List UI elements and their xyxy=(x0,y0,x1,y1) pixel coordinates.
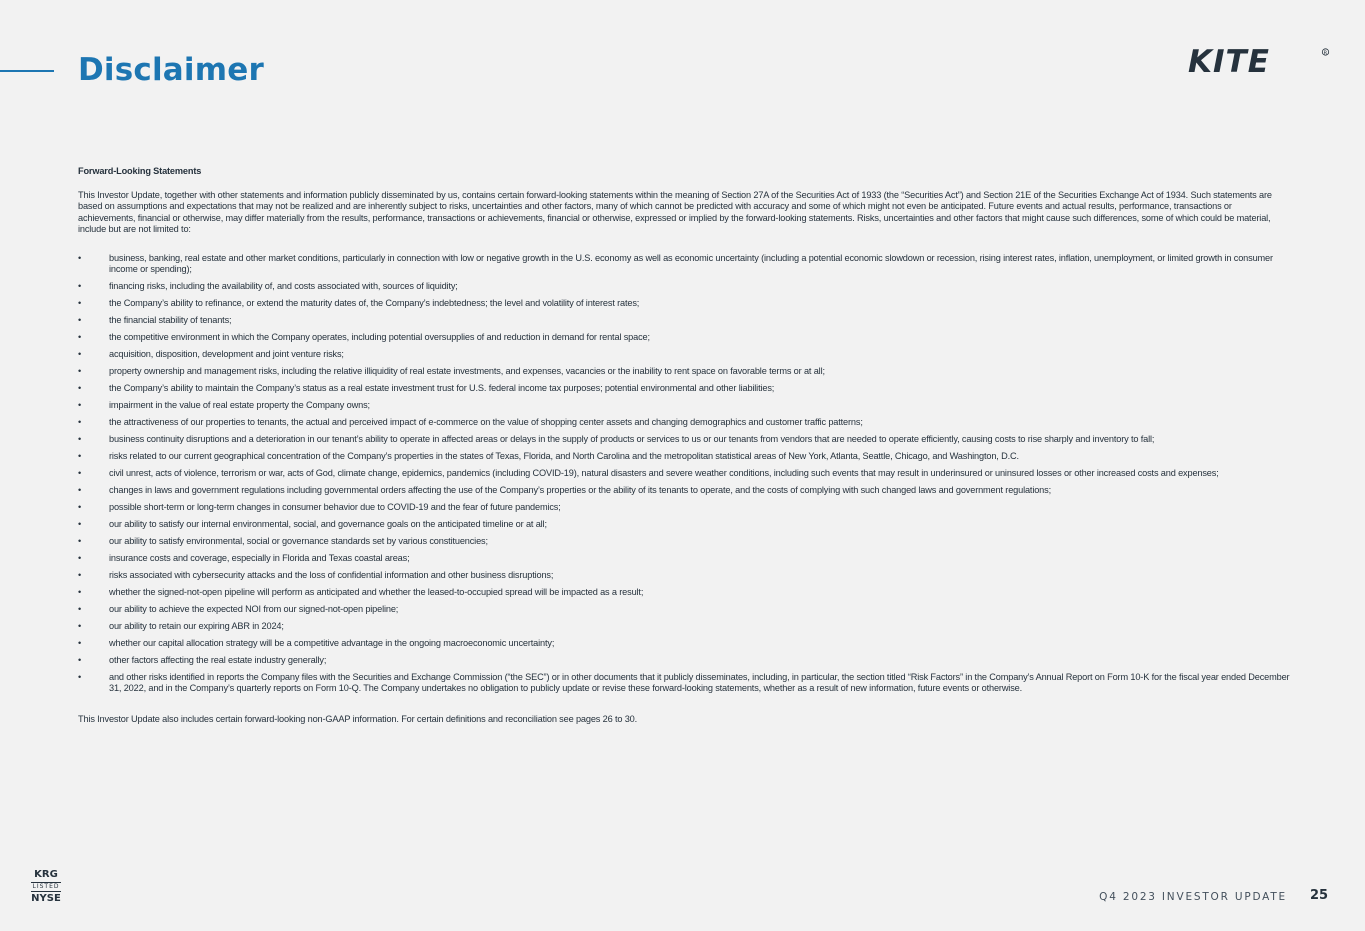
list-item-text: whether our capital allocation strategy will be a competitive advantage in the ongoing macroeconomic uncertainty; xyxy=(109,638,555,649)
bullet-icon: • xyxy=(78,383,82,394)
bullet-icon: • xyxy=(78,502,82,513)
bullet-icon: • xyxy=(78,315,82,326)
bullet-icon: • xyxy=(78,281,82,292)
list-item-text: our ability to satisfy environmental, social or governance standards set by various constituencies; xyxy=(109,536,488,547)
svg-text:KITE: KITE xyxy=(1188,44,1270,76)
list-item xyxy=(78,638,1290,649)
list-item-text: other factors affecting the real estate industry generally; xyxy=(109,655,327,666)
list-item xyxy=(78,621,1290,632)
list-item-text: the Company’s ability to maintain the Company’s status as a real estate investment trust for U.S. federal income tax purposes; potential environmental and other liabilities; xyxy=(109,383,775,394)
bullet-icon: • xyxy=(78,672,82,683)
list-item-text: the Company’s ability to refinance, or extend the maturity dates of, the Company’s indebtedness; the level and volatility of interest rates; xyxy=(109,298,640,309)
list-item-text: and other risks identified in reports the Company files with the Securities and Exchange Commission (“the SEC”) or in other documents that it publicly disseminates, including, in particular, the section titled “Risk Factors” in the Company’s Annual Report on Form 10-K for the fiscal year ended December 31, 2022, and in the Company’s quarterly reports on Form 10-Q. The Company undertakes no obligation to publicly update or revise these forward-looking statements, whether as a result of new information, future events or otherwise. xyxy=(109,672,1290,694)
list-item xyxy=(78,553,1290,564)
list-item-text: our ability to satisfy our internal environmental, social, and governance goals on the anticipated timeline or at all; xyxy=(109,519,547,530)
bullet-icon: • xyxy=(78,417,82,428)
bullet-icon: • xyxy=(78,298,82,309)
list-item xyxy=(78,502,1290,513)
bullet-icon: • xyxy=(78,621,82,632)
list-item-text: the attractiveness of our properties to tenants, the actual and perceived impact of e-commerce on the value of shopping center assets and changing demographics and customer traffic patterns; xyxy=(109,417,863,428)
list-item xyxy=(78,604,1290,615)
bullet-icon: • xyxy=(78,366,82,377)
title-accent-line xyxy=(0,70,54,72)
list-item xyxy=(78,383,1290,394)
list-item xyxy=(78,672,1290,694)
list-item-text: our ability to achieve the expected NOI from our signed-not-open pipeline; xyxy=(109,604,399,615)
list-item-text: changes in laws and government regulations including governmental orders affecting the use of the Company’s properties or the ability of its tenants to operate, and the costs of complying with such changed laws and government regulations; xyxy=(109,485,1051,496)
bullet-icon: • xyxy=(78,468,82,479)
list-item-text: civil unrest, acts of violence, terrorism or war, acts of God, climate change, epidemics, pandemics (including COVID-19), natural disasters and severe weather conditions, including such events that may result in underinsured or uninsured losses or other increased costs and expenses; xyxy=(109,468,1219,479)
page-number: 25 xyxy=(1310,888,1329,903)
list-item-text: property ownership and management risks, including the relative illiquidity of real estate investments, and expenses, vacancies or the inability to rent space on favorable terms or at all; xyxy=(109,366,825,377)
list-item xyxy=(78,253,1290,275)
list-item-text: our ability to retain our expiring ABR in 2024; xyxy=(109,621,284,632)
list-item-text: acquisition, disposition, development and joint venture risks; xyxy=(109,349,344,360)
bullet-icon: • xyxy=(78,570,82,581)
list-item-text: whether the signed-not-open pipeline will perform as anticipated and whether the leased-to-occupied spread will be impacted as a result; xyxy=(109,587,644,598)
exchange-name: NYSE xyxy=(31,893,61,904)
disclaimer-body xyxy=(78,166,1290,725)
kite-logo xyxy=(1186,44,1332,76)
list-item xyxy=(78,485,1290,496)
list-item-text: business, banking, real estate and other market conditions, particularly in connection with low or negative growth in the U.S. economy as well as economic uncertainty (including a potential economic slowdown or recession, rising interest rates, inflation, unemployment, or limited growth in consumer income or spending); xyxy=(109,253,1273,275)
nyse-listing-badge xyxy=(30,869,62,905)
list-item xyxy=(78,298,1290,309)
list-item-text: possible short-term or long-term changes in consumer behavior due to COVID-19 and the fear of future pandemics; xyxy=(109,502,561,513)
list-item xyxy=(78,468,1290,479)
list-item xyxy=(78,434,1290,445)
list-item-text: the competitive environment in which the Company operates, including potential oversupplies of and reduction in demand for rental space; xyxy=(109,332,650,343)
list-item-text: risks associated with cybersecurity attacks and the loss of confidential information and other business disruptions; xyxy=(109,570,554,581)
bullet-icon: • xyxy=(78,519,82,530)
list-item xyxy=(78,451,1290,462)
bullet-icon: • xyxy=(78,434,82,445)
list-item xyxy=(78,366,1290,377)
listed-label: LISTED xyxy=(32,883,60,890)
bullet-icon: • xyxy=(78,553,82,564)
ticker-symbol: KRG xyxy=(34,869,58,880)
list-item-text: insurance costs and coverage, especially in Florida and Texas coastal areas; xyxy=(109,553,410,564)
svg-text:R: R xyxy=(1323,50,1328,57)
bullet-icon: • xyxy=(78,349,82,360)
list-item xyxy=(78,349,1290,360)
bullet-icon: • xyxy=(78,253,82,264)
bullet-icon: • xyxy=(78,536,82,547)
page-title: Disclaimer xyxy=(78,52,264,88)
list-item xyxy=(78,655,1290,666)
list-item xyxy=(78,519,1290,530)
footer-label: Q4 2023 INVESTOR UPDATE xyxy=(1099,891,1287,903)
section-heading: Forward-Looking Statements xyxy=(78,166,202,176)
bullet-icon: • xyxy=(78,655,82,666)
list-item-text: risks related to our current geographical concentration of the Company’s properties in the states of Texas, Florida, and North Carolina and the metropolitan statistical areas of New York, Atlanta, Seattle, Chicago, and Washington, D.C. xyxy=(109,451,1019,462)
bullet-icon: • xyxy=(78,451,82,462)
list-item-text: the financial stability of tenants; xyxy=(109,315,232,326)
list-item xyxy=(78,570,1290,581)
list-item xyxy=(78,417,1290,428)
bullet-icon: • xyxy=(78,332,82,343)
list-item xyxy=(78,536,1290,547)
bullet-icon: • xyxy=(78,638,82,649)
list-item-text: financing risks, including the availability of, and costs associated with, sources of liquidity; xyxy=(109,281,458,292)
list-item xyxy=(78,315,1290,326)
risk-factor-list xyxy=(78,253,1290,695)
bullet-icon: • xyxy=(78,400,82,411)
bullet-icon: • xyxy=(78,485,82,496)
closing-paragraph: This Investor Update also includes certain forward-looking non-GAAP information. For certain definitions and reconciliation see pages 26 to 30. xyxy=(78,713,638,724)
list-item-text: business continuity disruptions and a deterioration in our tenant’s ability to operate in affected areas or delays in the supply of products or services to us or our tenants from vendors that are needed to operate efficiently, causing costs to rise sharply and inventory to fall; xyxy=(109,434,1155,445)
list-item xyxy=(78,400,1290,411)
bullet-icon: • xyxy=(78,604,82,615)
list-item xyxy=(78,281,1290,292)
list-item xyxy=(78,332,1290,343)
bullet-icon: • xyxy=(78,587,82,598)
intro-paragraph: This Investor Update, together with other statements and information publicly disseminated by us, contains certain forward-looking statements within the meaning of Section 27A of the Securities Act of 1933 (the “Securities Act”) and Section 21E of the Securities Exchange Act of 1934. Such statements are based on assumptions and expectations that may not be realized and are inherently subject to risks, uncertainties and other factors, many of which cannot be predicted with accuracy and some of which might not even be anticipated. Future events and actual results, performance, transactions or achievements, financial or otherwise, may differ materially from the results, performance, transactions or achievements, financial or otherwise, expressed or implied by the forward-looking statements. Risks, uncertainties and other factors that might cause such differences, some of which could be material, include but are not limited to: xyxy=(78,190,1272,234)
list-item-text: impairment in the value of real estate property the Company owns; xyxy=(109,400,370,411)
list-item xyxy=(78,587,1290,598)
